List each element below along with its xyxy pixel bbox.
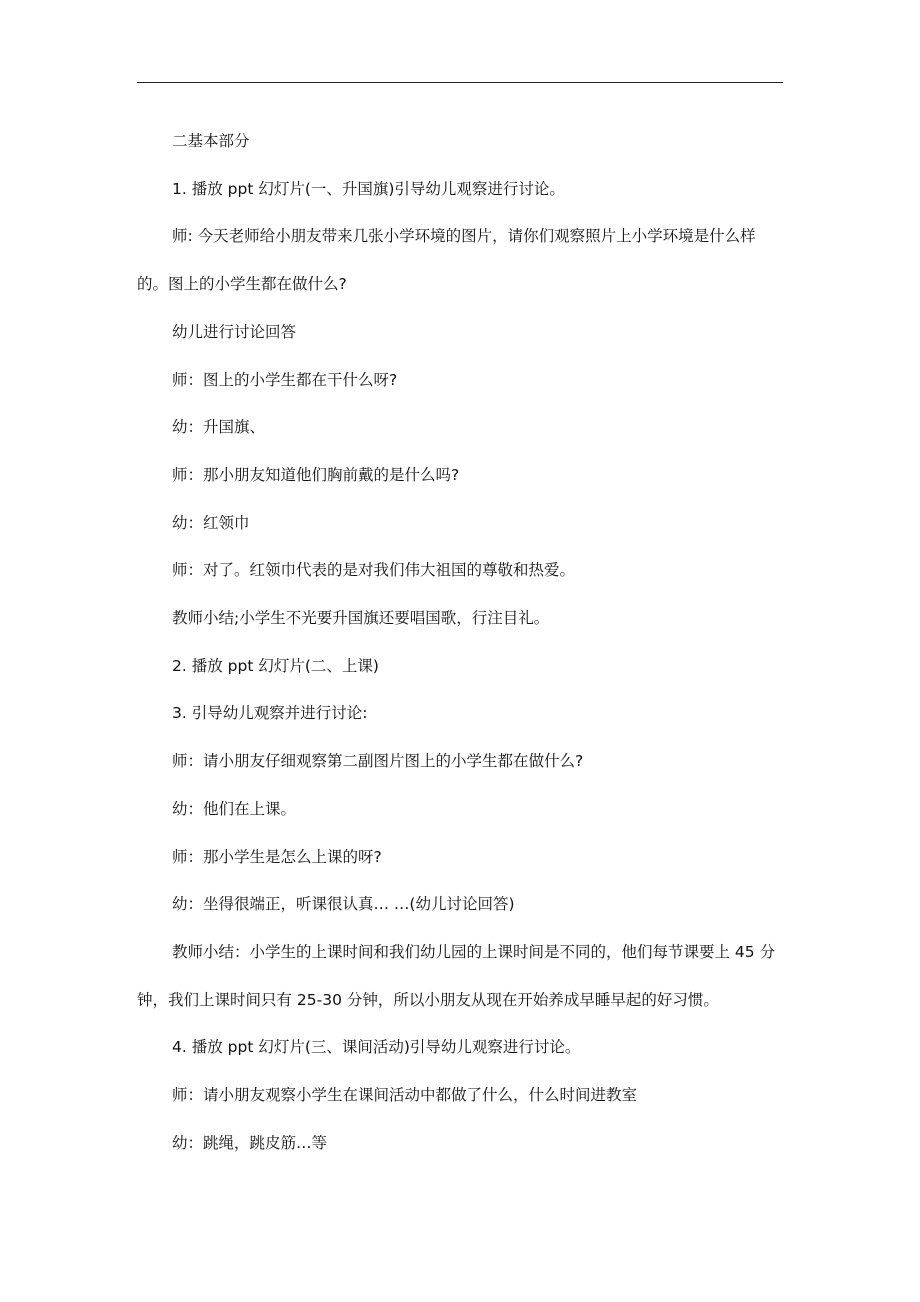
paragraph: 师：请小朋友仔细观察第二副图片图上的小学生都在做什么? bbox=[172, 752, 584, 771]
paragraph: 师：图上的小学生都在干什么呀? bbox=[172, 370, 398, 389]
paragraph: 4. 播放 ppt 幻灯片(三、课间活动)引导幼儿观察进行讨论。 bbox=[172, 1038, 581, 1057]
paragraph: 幼：跳绳，跳皮筋…等 bbox=[172, 1133, 328, 1152]
paragraph: 1. 播放 ppt 幻灯片(一、升国旗)引导幼儿观察进行讨论。 bbox=[172, 179, 565, 198]
paragraph: 3. 引导幼儿观察并进行讨论: bbox=[172, 704, 368, 723]
paragraph: 教师小结：小学生的上课时间和我们幼儿园的上课时间是不同的，他们每节课要上 45 分钟，我们上课时间只有 25-30 分钟，所以小朋友从现在开始养成早睡早起的好习惯。 bbox=[137, 942, 776, 1009]
paragraph: 幼：红领巾 bbox=[172, 513, 250, 532]
paragraph: 师：对了。红领巾代表的是对我们伟大祖国的尊敬和热爱。 bbox=[172, 561, 576, 580]
header-rule bbox=[137, 82, 783, 83]
paragraph: 教师小结;小学生不光要升国旗还要唱国歌，行注目礼。 bbox=[172, 609, 550, 628]
document-body bbox=[137, 118, 777, 1167]
paragraph: 师：那小学生是怎么上课的呀? bbox=[172, 847, 382, 866]
paragraph: 师: 今天老师给小朋友带来几张小学环境的图片，请你们观察照片上小学环境是什么样的。图上的小学生都在做什么? bbox=[137, 227, 756, 294]
paragraph: 幼：升国旗、 bbox=[172, 418, 266, 437]
section-heading: 二基本部分 bbox=[172, 132, 250, 150]
paragraph: 师：那小朋友知道他们胸前戴的是什么吗? bbox=[172, 465, 460, 484]
paragraph: 师：请小朋友观察小学生在课间活动中都做了什么，什么时间进教室 bbox=[172, 1086, 638, 1105]
paragraph: 幼儿进行讨论回答 bbox=[172, 322, 297, 341]
paragraph: 幼：坐得很端正，听课很认真… …(幼儿讨论回答) bbox=[172, 895, 515, 914]
paragraph: 幼：他们在上课。 bbox=[172, 799, 297, 818]
paragraph: 2. 播放 ppt 幻灯片(二、上课) bbox=[172, 656, 379, 675]
